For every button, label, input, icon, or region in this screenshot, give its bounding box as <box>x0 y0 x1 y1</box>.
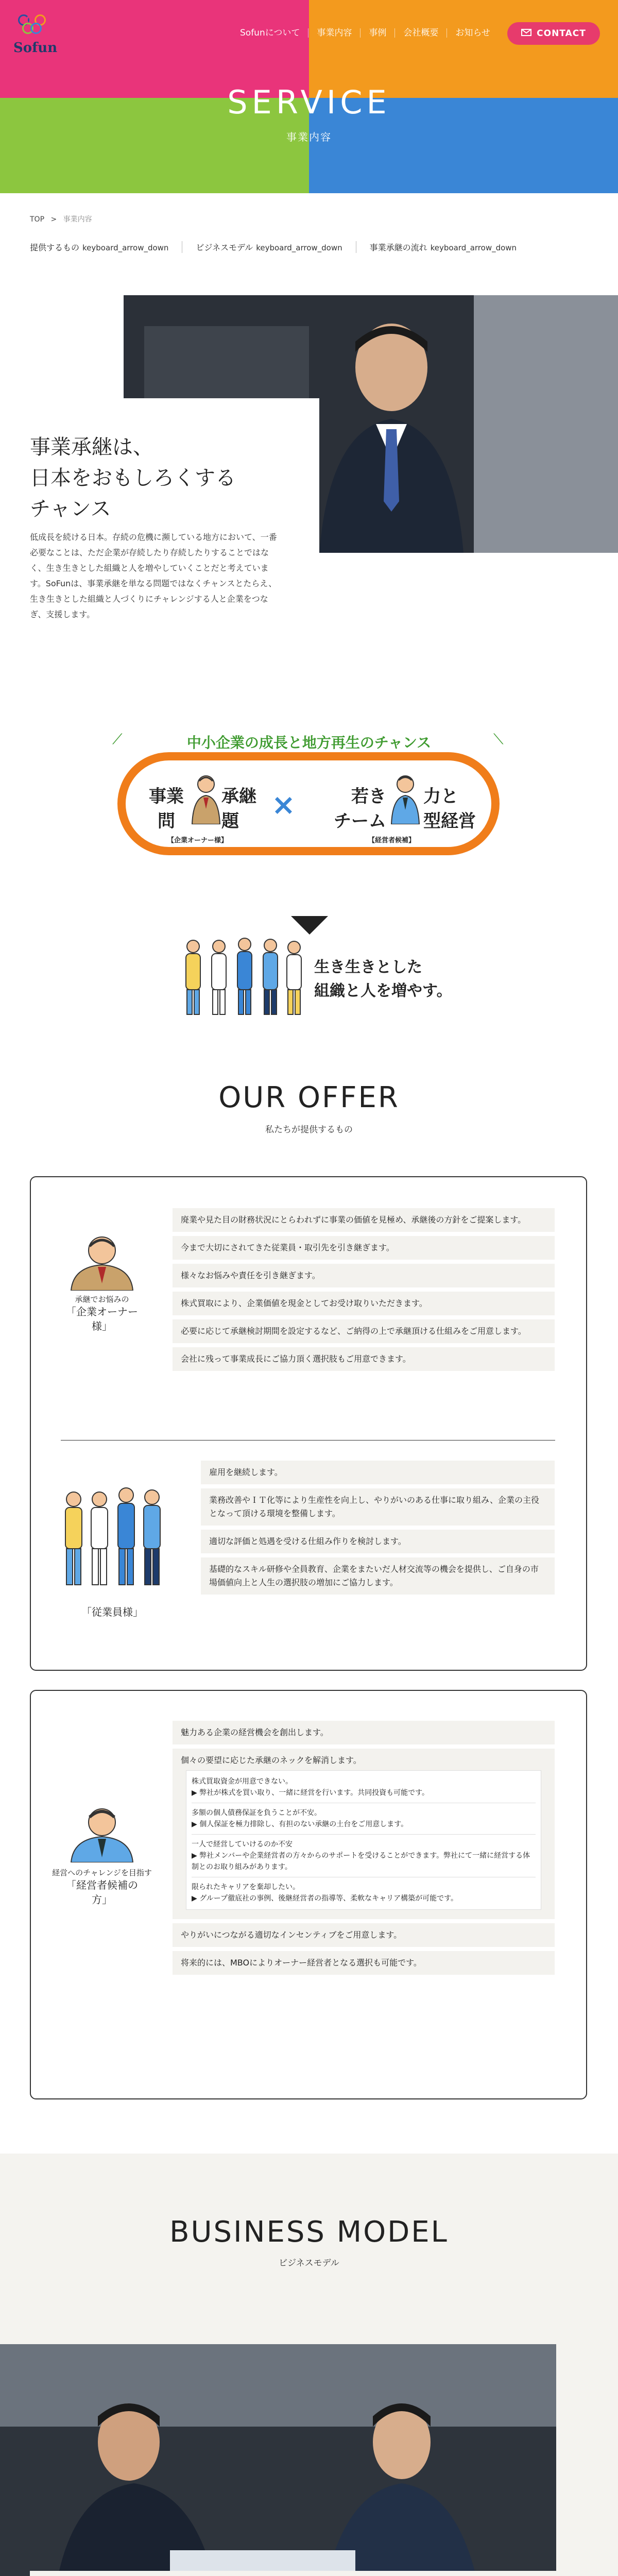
intro-heading-line3: チャンス <box>30 497 111 521</box>
anchor-business[interactable] <box>182 241 355 253</box>
owner-words <box>143 784 190 834</box>
concern-text: 多額の個人債務保証を負うことが不安。 <box>192 1809 321 1817</box>
owner-role-label <box>50 1294 153 1333</box>
word-jigyo: 事業 <box>149 786 184 807</box>
owner-figure <box>61 1234 143 1293</box>
arrow-down-icon <box>291 916 328 935</box>
anchor-flow[interactable] <box>356 241 530 253</box>
nav-about[interactable]: Sofunについて <box>240 28 300 38</box>
breadcrumb-separator: > <box>50 215 57 224</box>
global-nav <box>232 28 499 38</box>
group-illustration <box>178 935 306 1020</box>
list-item: 基礎的なスキル研修や全員教育、企業をまたいだ人材交流等の機会を提供し、ご自身の市場価値向上と人生の選択肢の増加にご協力します。 <box>201 1557 555 1595</box>
candidate-role-small: 経営へのチャレンジを目指す <box>52 1868 152 1877</box>
list-item: 将来的には、MBOによりオーナー経営者となる選択も可能です。 <box>173 1951 555 1975</box>
list-item <box>173 1749 555 1919</box>
owner-words-right <box>221 784 256 834</box>
list-item: 様々なお悩みや責任を引き継ぎます。 <box>173 1264 555 1287</box>
nav-service[interactable]: 事業内容 <box>308 28 360 38</box>
chance-tagline: 中小企業の成長と地方再生のチャンス <box>186 734 432 751</box>
chevron-down-icon: keyboard_arrow_down <box>256 243 342 252</box>
anchor-links <box>30 241 530 253</box>
word-wakaki: 若き <box>351 786 386 807</box>
offer-subtitle: 私たちが提供するもの <box>265 1125 353 1135</box>
owner-role-line2: 様」 <box>92 1320 112 1332</box>
tagline-spark-left-icon: ⟋ <box>112 731 123 748</box>
owner-role-small: 承継でお悩みの <box>75 1295 129 1304</box>
list-item: 今まで大切にされてきた従業員・取引先を引き継ぎます。 <box>173 1236 555 1260</box>
employee-role-label: 「従業員様」 <box>81 1606 143 1618</box>
candidate-words-right <box>423 784 476 834</box>
list-item-text: 個々の要望に応じた承継のネックを解消します。 <box>181 1755 362 1765</box>
page-subtitle: 事業内容 <box>286 131 332 143</box>
candidate-figure <box>61 1806 143 1865</box>
business-title: BUSINESS MODEL <box>169 2215 449 2249</box>
concern-answer: ▶ グループ徹底社の事例、後継経営者の指導等、柔軟なキャリア構築が可能です。 <box>192 1894 458 1903</box>
nav-cases[interactable]: 事例 <box>360 28 394 38</box>
concern-text: 限られたキャリアを棄却したい。 <box>192 1883 300 1891</box>
candidate-words <box>319 784 386 834</box>
intro-body: 低成長を続ける日本。存続の危機に瀕している地方において、一番必要なことは、ただ企業が存続したり存続したりすることではなく、生き生きとした組織と人を増やしていくことだと考えています。SoFunは、事業承継を単なる問題ではなくチャンスとたらえ、生き生きとした組織と人づくりにチャレンジする人と企業をつなぎ、支援します。 <box>30 532 277 619</box>
word-team: チーム <box>334 811 386 832</box>
anchor-business-label: ビジネスモデル <box>196 243 253 252</box>
cross-icon: × <box>271 788 296 822</box>
list-item: 必要に応じて承継検討期間を設定するなど、ご納得の上で承継頂ける仕組みをご用意します。 <box>173 1319 555 1343</box>
offer-title: OUR OFFER <box>218 1081 400 1114</box>
candidate-role-label <box>45 1868 159 1907</box>
owner-benefit-list <box>173 1208 555 1371</box>
candidate-caption: 【経営者候補】 <box>368 837 416 844</box>
breadcrumb-home[interactable]: TOP <box>30 215 45 224</box>
page-title: SERVICE <box>227 83 391 121</box>
list-item: 魅力ある企業の経営機会を創出します。 <box>173 1721 555 1744</box>
meeting-photo <box>0 2344 556 2576</box>
list-item: 雇用を継続します。 <box>201 1461 555 1484</box>
site-logo[interactable] <box>13 13 58 60</box>
grow-line2: 組織と人を増やす。 <box>314 982 452 1000</box>
nbm-backdrop <box>30 2571 587 2576</box>
contact-label: CONTACT <box>537 28 586 39</box>
list-item: 廃業や見た目の財務状況にとらわれずに事業の価値を見極め、承継後の方針をご提案します。 <box>173 1208 555 1232</box>
chevron-down-icon: keyboard_arrow_down <box>82 243 169 252</box>
concern-answer: ▶ 弊社が株式を買い取り、一緒に経営を行います。共同投資も可能です。 <box>192 1787 536 1803</box>
business-subtitle: ビジネスモデル <box>279 2258 339 2268</box>
grow-message <box>314 956 452 1003</box>
owner-caption: 【企業オーナー様】 <box>167 837 228 844</box>
intro-heading-line2: 日本をおもしろくする <box>30 466 236 490</box>
concern-answer: ▶ 弊社メンバーや企業経営者の方々からのサポートを受けることができます。弊社にて一緒に経営する体制とのお取り組みがあります。 <box>192 1850 536 1877</box>
anchor-flow-label: 事業承継の流れ <box>369 243 427 252</box>
chevron-down-icon: keyboard_arrow_down <box>430 243 517 252</box>
list-item: 業務改善やＩＴ化等により生産性を向上し、やりがいのある仕事に取り組み、企業の主役となって頂ける環境を整備します。 <box>201 1488 555 1526</box>
word-chikara: 力と <box>423 786 458 807</box>
contact-button[interactable] <box>507 22 600 45</box>
concern-sublist <box>186 1770 541 1910</box>
concern-text: 株式買取資金が用意できない。 <box>192 1777 293 1786</box>
employee-benefit-list <box>201 1461 555 1595</box>
word-shokei: 承継 <box>221 786 256 807</box>
owner-illustration <box>188 773 224 826</box>
concern-text: 一人で経営していけるのか不安 <box>192 1840 293 1849</box>
employees-figure <box>59 1483 173 1593</box>
word-dai: 題 <box>221 811 239 832</box>
nav-news[interactable]: お知らせ <box>447 28 499 38</box>
list-item: 適切な評価と処遇を受ける仕組み作りを検討します。 <box>201 1530 555 1553</box>
logo-rings-icon <box>16 13 47 38</box>
intro-heading <box>30 432 236 524</box>
nav-company[interactable]: 会社概要 <box>394 28 447 38</box>
anchor-offer-label: 提供するもの <box>30 243 80 252</box>
logo-text: Sofun <box>13 40 58 56</box>
concern-answer: ▶ 個人保証を極力排除し、有担のない承継の土台をご用意します。 <box>192 1819 536 1835</box>
list-item: 会社に残って事業成長にご協力頂く選択肢もご用意できます。 <box>173 1347 555 1371</box>
breadcrumb-current: 事業内容 <box>63 215 92 224</box>
intro-heading-line1: 事業承継は、 <box>30 435 153 459</box>
candidate-benefit-list <box>173 1721 555 1975</box>
owner-role-line1: 「企業オーナー <box>66 1306 138 1318</box>
list-item: 株式買取により、企業価値を現金としてお受け取りいただきます。 <box>173 1292 555 1315</box>
candidate-illustration <box>387 773 423 826</box>
list-item: やりがいにつながる適切なインセンティブをご用意します。 <box>173 1923 555 1947</box>
anchor-offer[interactable] <box>30 241 182 253</box>
candidate-role-line2: 方」 <box>92 1893 112 1906</box>
word-keiei: 型経営 <box>423 811 476 832</box>
word-mon: 問 <box>158 811 175 832</box>
hero-section <box>0 0 618 193</box>
breadcrumb <box>30 214 96 224</box>
candidate-role-line1: 「経営者候補の <box>66 1879 138 1891</box>
tagline-spark-right-icon: ⟍ <box>493 731 504 748</box>
mail-icon <box>521 28 531 39</box>
grow-line1: 生き生きとした <box>314 958 422 976</box>
